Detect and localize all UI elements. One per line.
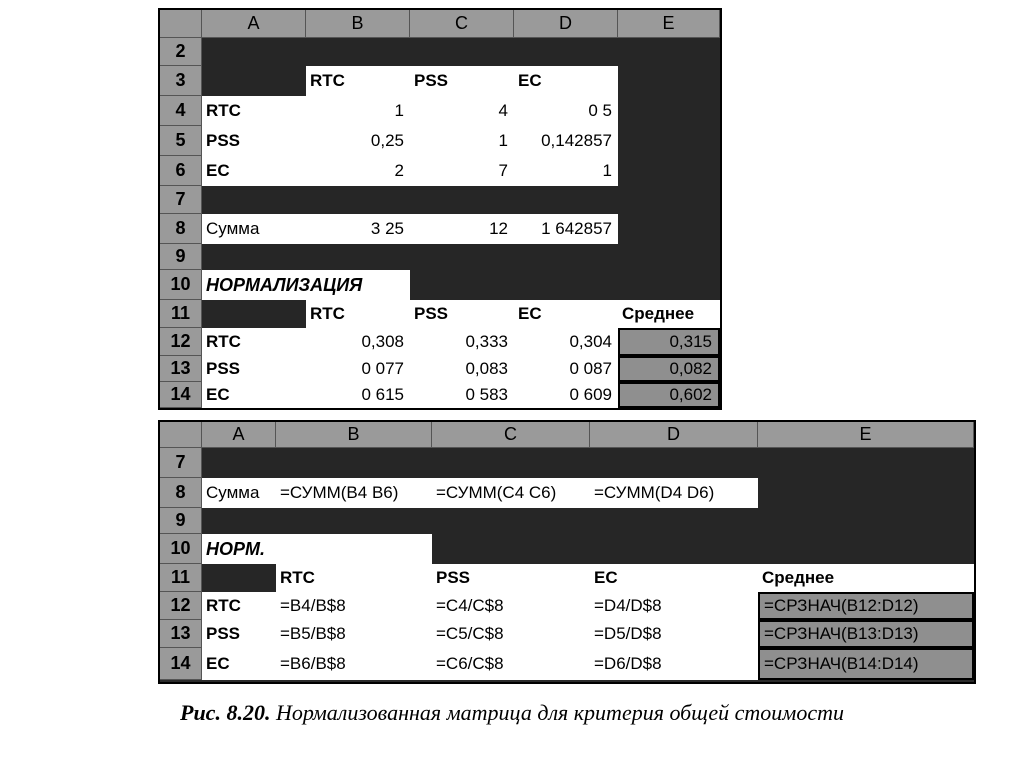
cell-d5[interactable]: 0,142857	[514, 126, 618, 156]
table-row	[160, 244, 720, 270]
cell-c14[interactable]: =C6/C$8	[432, 648, 590, 680]
spreadsheet-bottom	[158, 420, 976, 684]
cell-d14[interactable]: 0 609	[514, 382, 618, 408]
table-row	[160, 382, 720, 408]
cell-c12[interactable]: =C4/C$8	[432, 592, 590, 620]
cell-c14[interactable]: 0 583	[410, 382, 514, 408]
row-header[interactable]: 11	[160, 300, 202, 328]
row-header[interactable]: 12	[160, 328, 202, 356]
cell-d4[interactable]: 0 5	[514, 96, 618, 126]
cell-e13[interactable]: 0,082	[618, 356, 720, 382]
column-header-row	[160, 10, 720, 38]
cell-c4[interactable]: 4	[410, 96, 514, 126]
cell-e11[interactable]: Среднее	[618, 300, 720, 328]
table-row	[160, 300, 720, 328]
cell-d12[interactable]: 0,304	[514, 328, 618, 356]
cell-b14[interactable]: =B6/B$8	[276, 648, 432, 680]
table-row	[160, 66, 720, 96]
cell-d3[interactable]: EC	[514, 66, 618, 96]
cell-a12[interactable]: RTC	[202, 328, 306, 356]
cell-a13[interactable]: PSS	[202, 620, 276, 648]
cell-a6[interactable]: EC	[202, 156, 306, 186]
cell-d8[interactable]: 1 642857	[514, 214, 618, 244]
cell-a10[interactable]: НОРМАЛИЗАЦИЯ	[202, 270, 410, 300]
cell-b3[interactable]: RTC	[306, 66, 410, 96]
row-header[interactable]: 8	[160, 214, 202, 244]
row-header[interactable]: 10	[160, 270, 202, 300]
dark-fill	[202, 186, 720, 214]
cell-e14[interactable]: 0,602	[618, 382, 720, 408]
table-row	[160, 478, 974, 508]
row-header[interactable]: 12	[160, 592, 202, 620]
table-row	[160, 38, 720, 66]
cell-a4[interactable]: RTC	[202, 96, 306, 126]
dark-fill	[202, 244, 720, 270]
table-row	[160, 96, 720, 126]
row-header[interactable]: 7	[160, 448, 202, 478]
row-header[interactable]: 6	[160, 156, 202, 186]
corner-cell[interactable]	[160, 10, 202, 38]
row-header[interactable]: 11	[160, 564, 202, 592]
table-row	[160, 186, 720, 214]
figure-caption	[0, 700, 1024, 726]
table-row	[160, 356, 720, 382]
cell-b13[interactable]: 0 077	[306, 356, 410, 382]
table-row	[160, 534, 974, 564]
row-header[interactable]: 2	[160, 38, 202, 66]
row-header[interactable]: 14	[160, 648, 202, 680]
table-row	[160, 620, 974, 648]
cell-a5[interactable]: PSS	[202, 126, 306, 156]
row-header[interactable]: 13	[160, 620, 202, 648]
dark-fill	[202, 38, 720, 66]
table-row	[160, 270, 720, 300]
cell-d13[interactable]: =D5/D$8	[590, 620, 758, 648]
cell-a11[interactable]	[202, 564, 276, 592]
spreadsheet-top	[158, 8, 722, 410]
table-row	[160, 328, 720, 356]
cell-e6[interactable]	[618, 156, 720, 186]
row-header[interactable]: 5	[160, 126, 202, 156]
cell-b11[interactable]: RTC	[306, 300, 410, 328]
cell-e12[interactable]: 0,315	[618, 328, 720, 356]
column-header-d[interactable]: D	[590, 422, 758, 448]
row-header[interactable]: 9	[160, 244, 202, 270]
cell-a12[interactable]: RTC	[202, 592, 276, 620]
column-header-b[interactable]: B	[276, 422, 432, 448]
cell-b11[interactable]: RTC	[276, 564, 432, 592]
cell-b8[interactable]: =СУММ(B4 B6)	[276, 478, 432, 508]
row-header[interactable]: 14	[160, 382, 202, 408]
cell-e5[interactable]	[618, 126, 720, 156]
cell-c3[interactable]: PSS	[410, 66, 514, 96]
dark-fill	[432, 534, 974, 564]
cell-d13[interactable]: 0 087	[514, 356, 618, 382]
cell-d11[interactable]: EC	[514, 300, 618, 328]
table-row	[160, 648, 974, 680]
cell-b12[interactable]: =B4/B$8	[276, 592, 432, 620]
cell-e8[interactable]	[758, 478, 974, 508]
figure-caption-text: Нормализованная матрица для критерия общей стоимости	[275, 700, 844, 725]
column-header-d[interactable]: D	[514, 10, 618, 38]
table-row	[160, 156, 720, 186]
column-header-row	[160, 422, 974, 448]
cell-b14[interactable]: 0 615	[306, 382, 410, 408]
column-header-a[interactable]: A	[202, 10, 306, 38]
table-row	[160, 592, 974, 620]
table-row	[160, 214, 720, 244]
cell-b8[interactable]: 3 25	[306, 214, 410, 244]
column-header-e[interactable]: E	[758, 422, 974, 448]
row-header[interactable]: 13	[160, 356, 202, 382]
figure-caption-label: Рис. 8.20.	[180, 700, 271, 725]
cell-a8[interactable]: Сумма	[202, 214, 306, 244]
cell-a3[interactable]	[202, 66, 306, 96]
cell-c11[interactable]: PSS	[410, 300, 514, 328]
cell-e3[interactable]	[618, 66, 720, 96]
dark-fill	[202, 448, 974, 478]
cell-a11[interactable]	[202, 300, 306, 328]
cell-b5[interactable]: 0,25	[306, 126, 410, 156]
cell-d8[interactable]: =СУММ(D4 D6)	[590, 478, 758, 508]
cell-c6[interactable]: 7	[410, 156, 514, 186]
row-header[interactable]: 10	[160, 534, 202, 564]
row-header[interactable]: 8	[160, 478, 202, 508]
cell-b6[interactable]: 2	[306, 156, 410, 186]
cell-c8[interactable]: =СУММ(C4 C6)	[432, 478, 590, 508]
cell-e4[interactable]	[618, 96, 720, 126]
row-header[interactable]: 7	[160, 186, 202, 214]
row-header[interactable]: 9	[160, 508, 202, 534]
cell-d6[interactable]: 1	[514, 156, 618, 186]
column-header-e[interactable]: E	[618, 10, 720, 38]
cell-a8[interactable]: Сумма	[202, 478, 276, 508]
cell-c12[interactable]: 0,333	[410, 328, 514, 356]
cell-a14[interactable]: EC	[202, 648, 276, 680]
cell-e8[interactable]	[618, 214, 720, 244]
table-row	[160, 508, 974, 534]
cell-a14[interactable]: EC	[202, 382, 306, 408]
corner-cell[interactable]	[160, 422, 202, 448]
cell-e12[interactable]: =СРЗНАЧ(B12:D12)	[758, 592, 974, 620]
row-header[interactable]: 4	[160, 96, 202, 126]
table-row	[160, 564, 974, 592]
table-row	[160, 448, 974, 478]
cell-c13[interactable]: =C5/C$8	[432, 620, 590, 648]
cell-e13[interactable]: =СРЗНАЧ(B13:D13)	[758, 620, 974, 648]
cell-a13[interactable]: PSS	[202, 356, 306, 382]
cell-c11[interactable]: PSS	[432, 564, 590, 592]
row-header[interactable]: 3	[160, 66, 202, 96]
cell-c13[interactable]: 0,083	[410, 356, 514, 382]
column-header-c[interactable]: C	[410, 10, 514, 38]
table-row	[160, 126, 720, 156]
cell-b12[interactable]: 0,308	[306, 328, 410, 356]
dark-fill	[410, 270, 720, 300]
cell-b4[interactable]: 1	[306, 96, 410, 126]
cell-c5[interactable]: 1	[410, 126, 514, 156]
cell-d12[interactable]: =D4/D$8	[590, 592, 758, 620]
column-header-c[interactable]: C	[432, 422, 590, 448]
cell-a10[interactable]: НОРМ.	[202, 534, 432, 564]
column-header-b[interactable]: B	[306, 10, 410, 38]
column-header-a[interactable]: A	[202, 422, 276, 448]
cell-d11[interactable]: EC	[590, 564, 758, 592]
cell-e11[interactable]: Среднее	[758, 564, 974, 592]
cell-d14[interactable]: =D6/D$8	[590, 648, 758, 680]
cell-c8[interactable]: 12	[410, 214, 514, 244]
cell-e14[interactable]: =СРЗНАЧ(B14:D14)	[758, 648, 974, 680]
dark-fill	[202, 508, 974, 534]
cell-b13[interactable]: =B5/B$8	[276, 620, 432, 648]
